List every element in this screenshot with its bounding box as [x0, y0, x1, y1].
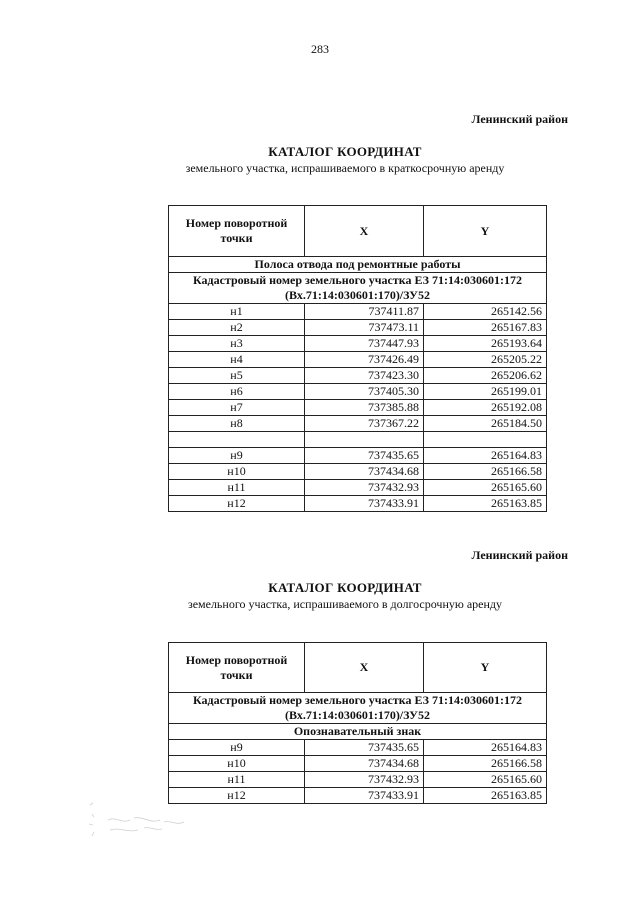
cadastral-number: Кадастровый номер земельного участка ЕЗ 71:14:030601:172 (Вх.71:14:030601:170)/ЗУ52	[169, 273, 547, 304]
table-row	[169, 448, 547, 464]
x-cell: 737367.22	[305, 416, 424, 432]
point-cell: н11	[169, 772, 305, 788]
table-row	[169, 336, 547, 352]
catalog-title-2: КАТАЛОГ КООРДИНАТ	[268, 580, 422, 595]
y-cell: 265163.85	[424, 788, 547, 804]
catalog-subtitle-1: земельного участка, испрашиваемого в краткосрочную аренду	[185, 161, 505, 175]
y-cell: 265199.01	[424, 384, 547, 400]
section-title: Полоса отвода под ремонтные работы	[169, 257, 547, 273]
y-cell: 265165.60	[424, 772, 547, 788]
empty-cell	[424, 432, 547, 448]
point-cell: н5	[169, 368, 305, 384]
table-row	[169, 400, 547, 416]
table-row	[169, 496, 547, 512]
x-cell: 737426.49	[305, 352, 424, 368]
table-row	[169, 480, 547, 496]
point-cell: н2	[169, 320, 305, 336]
point-cell: н4	[169, 352, 305, 368]
empty-cell	[169, 432, 305, 448]
catalog-subtitle-2: земельного участка, испрашиваемого в долгосрочную аренду	[187, 597, 503, 611]
table-row	[169, 368, 547, 384]
y-cell: 265166.58	[424, 464, 547, 480]
header-x: X	[305, 643, 424, 693]
x-cell: 737411.87	[305, 304, 424, 320]
point-cell: н6	[169, 384, 305, 400]
x-cell: 737433.91	[305, 788, 424, 804]
x-cell: 737432.93	[305, 772, 424, 788]
y-cell: 265166.58	[424, 756, 547, 772]
header-point: Номер поворотной точки	[169, 643, 305, 693]
district-label-1: Ленинский район	[471, 112, 568, 126]
point-cell: н10	[169, 756, 305, 772]
empty-row	[169, 432, 547, 448]
table-row	[169, 384, 547, 400]
y-cell: 265192.08	[424, 400, 547, 416]
section-row	[169, 257, 547, 273]
point-cell: н9	[169, 740, 305, 756]
x-cell: 737432.93	[305, 480, 424, 496]
section-row	[169, 273, 547, 304]
district-label-2: Ленинский район	[471, 548, 568, 562]
table-row	[169, 788, 547, 804]
header-y: Y	[424, 206, 547, 257]
point-cell: н11	[169, 480, 305, 496]
y-cell: 265164.83	[424, 740, 547, 756]
y-cell: 265206.62	[424, 368, 547, 384]
table-row	[169, 756, 547, 772]
y-cell: 265163.85	[424, 496, 547, 512]
y-cell: 265184.50	[424, 416, 547, 432]
x-cell: 737433.91	[305, 496, 424, 512]
table-row	[169, 304, 547, 320]
point-cell: н10	[169, 464, 305, 480]
page-number: 283	[311, 42, 329, 56]
section-row	[169, 693, 547, 724]
y-cell: 265193.64	[424, 336, 547, 352]
table-row	[169, 740, 547, 756]
empty-cell	[305, 432, 424, 448]
x-cell: 737434.68	[305, 464, 424, 480]
x-cell: 737434.68	[305, 756, 424, 772]
table-header-row	[169, 206, 547, 257]
x-cell: 737385.88	[305, 400, 424, 416]
point-cell: н1	[169, 304, 305, 320]
cadastral-number: Кадастровый номер земельного участка ЕЗ 71:14:030601:172 (Вх.71:14:030601:170)/ЗУ52	[169, 693, 547, 724]
table-row	[169, 416, 547, 432]
point-cell: н12	[169, 496, 305, 512]
header-point: Номер поворотной точки	[169, 206, 305, 257]
coordinates-table-2	[168, 642, 547, 804]
table-header-row	[169, 643, 547, 693]
point-cell: н9	[169, 448, 305, 464]
section-row	[169, 724, 547, 740]
x-cell: 737473.11	[305, 320, 424, 336]
y-cell: 265167.83	[424, 320, 547, 336]
x-cell: 737447.93	[305, 336, 424, 352]
scan-marks	[88, 800, 218, 850]
table-row	[169, 352, 547, 368]
x-cell: 737435.65	[305, 448, 424, 464]
section-title: Опознавательный знак	[169, 724, 547, 740]
point-cell: н8	[169, 416, 305, 432]
catalog-title-1: КАТАЛОГ КООРДИНАТ	[268, 144, 422, 159]
point-cell: н7	[169, 400, 305, 416]
y-cell: 265164.83	[424, 448, 547, 464]
y-cell: 265205.22	[424, 352, 547, 368]
y-cell: 265165.60	[424, 480, 547, 496]
x-cell: 737405.30	[305, 384, 424, 400]
coordinates-table-1	[168, 205, 547, 512]
table-row	[169, 772, 547, 788]
table-row	[169, 320, 547, 336]
header-y: Y	[424, 643, 547, 693]
x-cell: 737435.65	[305, 740, 424, 756]
point-cell: н3	[169, 336, 305, 352]
x-cell: 737423.30	[305, 368, 424, 384]
header-x: X	[305, 206, 424, 257]
point-cell: н12	[169, 788, 305, 804]
table-row	[169, 464, 547, 480]
y-cell: 265142.56	[424, 304, 547, 320]
